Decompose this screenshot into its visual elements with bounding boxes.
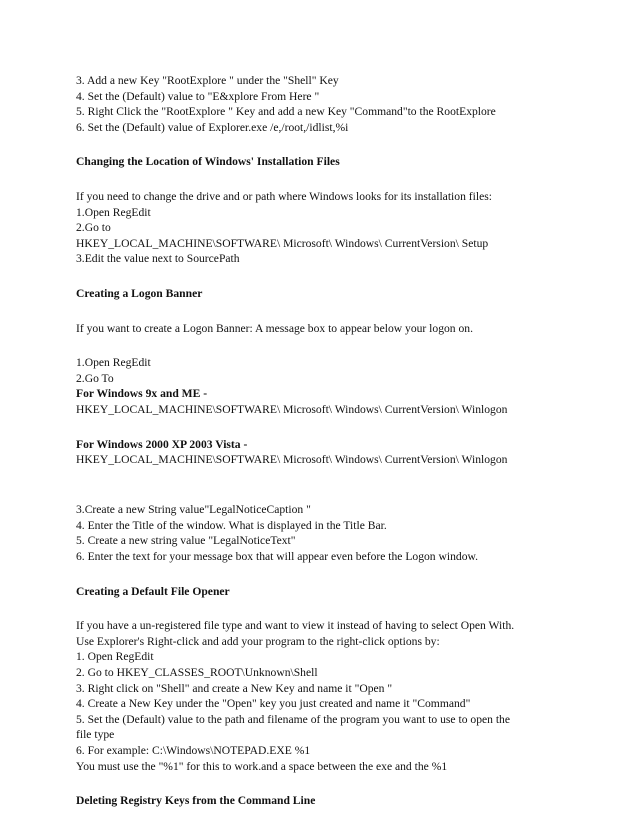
spacer <box>76 267 586 286</box>
spacer <box>76 170 586 189</box>
paragraph-line: If you need to change the drive and or path where Windows looks for its installation files: <box>76 189 492 203</box>
document-page <box>76 73 586 809</box>
intro-step-3: 3. Add a new Key "RootExplore " under the "Shell" Key <box>76 74 339 87</box>
intro-step-6: 6. Set the (Default) value of Explorer.exe /e,/root,/idlist,%i <box>76 120 349 134</box>
paragraph-line: 1.Open RegEdit <box>76 356 151 370</box>
registry-path: HKEY_LOCAL_MACHINE\SOFTWARE\ Microsoft\ Windows\ CurrentVersion\ Setup <box>76 236 489 250</box>
paragraph-line: 2. Go to HKEY_CLASSES_ROOT\Unknown\Shell <box>76 666 318 680</box>
paragraph-line: 5. Set the (Default) value to the path and filename of the program you want to use to open the <box>76 712 510 726</box>
paragraph-line: 6. For example: C:\Windows\NOTEPAD.EXE %1 <box>76 744 311 757</box>
paragraph-line: 2.Go to <box>76 221 111 235</box>
paragraph-line: You must use the "%1" for this to work.and a space between the exe and the %1 <box>76 759 448 773</box>
registry-path: HKEY_LOCAL_MACHINE\SOFTWARE\ Microsoft\ Windows\ CurrentVersion\ Winlogon <box>76 402 508 416</box>
spacer <box>76 565 586 584</box>
paragraph-line: 5. Create a new string value "LegalNoticeText" <box>76 534 296 548</box>
paragraph-line: file type <box>76 728 115 742</box>
paragraph-line: 1. Open RegEdit <box>76 650 154 664</box>
paragraph-line: 3. Right click on "Shell" and create a New Key and name it "Open " <box>76 681 393 695</box>
spacer <box>76 483 586 502</box>
spacer <box>76 599 586 618</box>
spacer <box>76 302 586 321</box>
win9x-label: For Windows 9x and ME - <box>76 387 208 401</box>
spacer <box>76 774 586 793</box>
paragraph-line: 2.Go To <box>76 371 114 385</box>
paragraph-line: 4. Create a New Key under the "Open" key you just created and name it "Command" <box>76 697 471 711</box>
spacer <box>76 418 586 437</box>
paragraph-line: Use Explorer's Right-click and add your program to the right-click options by: <box>76 634 440 648</box>
paragraph-line: 3.Edit the value next to SourcePath <box>76 252 240 266</box>
spacer <box>76 336 586 355</box>
intro-step-5: 5. Right Click the "RootExplore " Key and add a new Key "Command"to the RootExplore <box>76 105 496 119</box>
paragraph-line: If you have a un-registered file type and want to view it instead of having to select Open With. <box>76 619 515 633</box>
intro-step-4: 4. Set the (Default) value to "E&xplore From Here " <box>76 89 320 103</box>
paragraph-line: 4. Enter the Title of the window. What is displayed in the Title Bar. <box>76 518 387 532</box>
section-heading-deleting-registry-keys: Deleting Registry Keys from the Command Line <box>76 794 316 808</box>
paragraph-line: 6. Enter the text for your message box that will appear even before the Logon window. <box>76 550 479 564</box>
spacer <box>76 135 586 154</box>
section-heading-installation-files: Changing the Location of Windows' Installation Files <box>76 155 340 169</box>
paragraph-line: 1.Open RegEdit <box>76 205 151 219</box>
winnt-label: For Windows 2000 XP 2003 Vista - <box>76 437 248 451</box>
paragraph-line: 3.Create a new String value"LegalNoticeCaption " <box>76 503 311 517</box>
paragraph-line: If you want to create a Logon Banner: A message box to appear below your logon on. <box>76 321 473 335</box>
spacer <box>76 468 586 484</box>
registry-path: HKEY_LOCAL_MACHINE\SOFTWARE\ Microsoft\ Windows\ CurrentVersion\ Winlogon <box>76 453 508 467</box>
section-heading-logon-banner: Creating a Logon Banner <box>76 286 203 300</box>
section-heading-default-file-opener: Creating a Default File Opener <box>76 584 230 598</box>
